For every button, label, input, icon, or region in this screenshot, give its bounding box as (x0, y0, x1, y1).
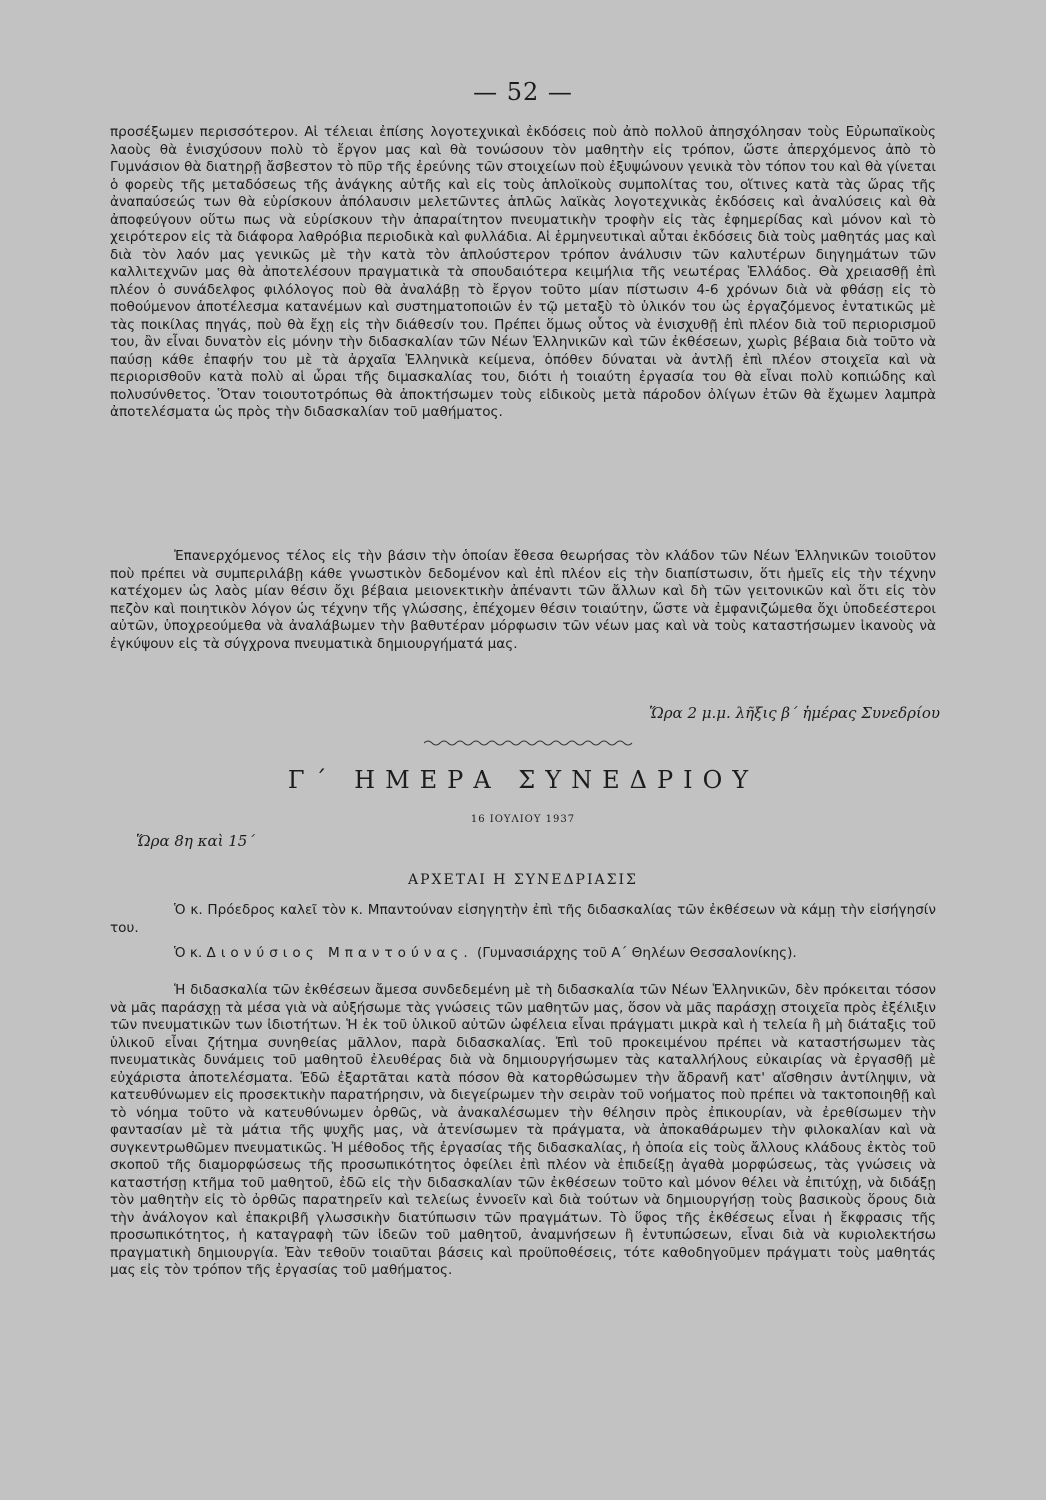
speech-block (110, 982, 936, 1280)
speaker-title: (Γυμνασιάρχης τοῦ Α΄ Θηλέων Θεσσαλονίκης). (477, 945, 797, 961)
paragraph: προσέξωμεν περισσότερον. Αἱ τέλειαι ἐπίσης λογοτεχνικαὶ ἐκδόσεις ποὺ ἀπὸ πολλοῦ ἀπησχόλησαν τοὺς Εὐρωπαϊκοὺς λαοὺς θὰ ἐνισχύσουν πολὺ τὸ ἔργον μας καὶ θὰ τονώσουν τὸν μαθητὴν εἰς τρόπον, ὥστε ἀπερχόμενος ἀπὸ τὸ Γυμνάσιον θὰ διατηρῇ ἄσβεστον τὸ πῦρ τῆς ἐρεύνης τῶν στοιχείων ποὺ ἐξυψώνουν γενικὰ τὸν τόπον του καὶ θὰ γίνεται ὁ φορεὺς τῆς μεταδόσεως τῆς ἀνάγκης αὐτῆς καὶ εἰς τοὺς ἁπλοϊκοὺς συμπολίτας του, οἵτινες κατὰ τὰς ὥρας τῆς ἀναπαύσεώς των θὰ εὑρίσκουν ἀπόλαυσιν μελετῶντες ἁπλῶς λαϊκὰς λογοτεχνικὰς ἐκδόσεις καὶ ἀναλύσεις καὶ θὰ ἀποφεύγουν οὕτω πως νὰ εὑρίσκουν τὴν ἀπαραίτητον πνευματικὴν τροφὴν εἰς τὰς ἐφημερίδας καὶ μόνον καὶ τὸ χειρότερον εἰς τὰ διάφορα λαθρόβια περιοδικὰ καὶ φυλλάδια. Αἱ ἑρμηνευτικαὶ αὗται ἐκδόσεις διὰ τοὺς μαθητάς μας καὶ διὰ τὸν λαόν μας γενικῶς μὲ τὴν κατὰ τὸν ἁπλούστερον τρόπον ἀνάλυσιν τῶν καλυτέρων διηγημάτων τῶν καλλιτεχνῶν μας θὰ ἀποτελέσουν πραγματικὰ τὰ σπουδαιότερα κειμήλια τῆς νεωτέρας Ἑλλάδος. Θὰ χρειασθῇ ἐπὶ πλέον ὁ συνάδελφος φιλόλογος ποὺ θὰ ἀναλάβῃ τὸ ἔργον τοῦτο μίαν πίστωσιν 4-6 χρόνων διὰ νὰ φθάσῃ εἰς τὸ ποθούμενον ἀποτέλεσμα κατανέμων καὶ συστηματοποιῶν ἐν τῷ μεταξὺ τὸ ὑλικόν του ὡς ἐργαζόμενος ἐντατικῶς μὲ τὰς ποικίλας πηγάς, ποὺ θὰ ἔχῃ εἰς τὴν διάθεσίν του. Πρέπει ὅμως οὗτος νὰ ἐνισχυθῇ ἐπὶ πλέον διὰ τοῦ περιορισμοῦ του, ἂν εἶναι δυνατὸν εἰς μόνην τὴν διδασκαλίαν τῶν Νέων Ἑλληνικῶν καὶ τῶν ἐκθέσεων, χωρὶς βέβαια διὰ τοῦτο νὰ παύσῃ κάθε ἐπαφήν του μὲ τὰ ἀρχαῖα Ἑλληνικὰ κείμενα, ὁπόθεν δύναται νὰ ἀντλῇ ἐπὶ πλέον στοιχεῖα καὶ νὰ περιορισθοῦν κατὰ πολὺ αἱ ὧραι τῆς διμασκαλίας του, διότι ἡ τοιαύτη ἐργασία του θὰ εἶναι πολὺ κοπιώδης καὶ πολυσύνθετος. Ὅταν τοιουτοτρόπως θὰ ἀποκτήσωμεν τοὺς εἰδικοὺς μετὰ πάροδον ὀλίγων ἐτῶν θὰ ἔχωμεν λαμπρὰ ἀποτελέσματα ὡς πρὸς τὴν διδασκαλίαν τοῦ μαθήματος. (110, 124, 936, 420)
speaker-prefix: Ὁ κ. (174, 945, 203, 961)
paragraph: Ἐπανερχόμενος τέλος εἰς τὴν βάσιν τὴν ὁποίαν ἔθεσα θεωρήσας τὸν κλάδον τῶν Νέων Ἑλληνικῶν τοιοῦτον ποὺ πρέπει νὰ συμπεριλάβῃ κάθε γνωστικὸν δεδομένον καὶ ἐπὶ πλέον εἰς τὴν διαπίστωσιν, ὅτι ἡμεῖς εἰς τὴν τέχνην κατέχομεν ὡς λαὸς μίαν θέσιν ὄχι βέβαια μειονεκτικὴν ἀπέναντι τῶν ἄλλων καὶ δὴ τῶν γειτονικῶν καὶ ὅτι εἰς τὸν πεζὸν καὶ ποιητικὸν λόγον ὡς τέχνην τῆς γλώσσης, ἐπέχομεν θέσιν τοιαύτην, ὥστε νὰ ἐμφανιζώμεθα ὄχι ὑποδεέστεροι αὐτῶν, ὑποχρεούμεθα νὰ ἀναλάβωμεν τὴν βαθυτέραν μόρφωσιν τῶν νέων μας καὶ νὰ τοὺς καταστήσωμεν ἱκανοὺς νὰ ἐγκύψουν εἰς τὰ σύγχρονα πνευματικὰ δημιουργήματά μας. (110, 548, 936, 652)
start-time: Ὥρα 8η καὶ 15΄ (136, 832, 255, 850)
speaker-line (110, 945, 936, 963)
day-heading: Γ΄ ΗΜΕΡΑ ΣΥΝΕΔΡΙΟΥ (287, 766, 759, 794)
session-date: 16 ΙΟΥΛΙΟΥ 1937 (470, 814, 576, 825)
page-number: — 52 — (473, 78, 573, 106)
president-call-block (110, 902, 936, 937)
paragraph (110, 945, 936, 963)
text-block-continuation (110, 124, 936, 422)
wavy-divider (424, 738, 636, 748)
closing-time-note: Ὥρα 2 μ.μ. λῆξις β΄ ἡμέρας Συνεδρίου (649, 704, 940, 722)
text-block-conclusion (110, 548, 936, 653)
speaker-name: Διονύσιος Μπαντούνας. (206, 945, 473, 961)
paragraph: Ὁ κ. Πρόεδρος καλεῖ τὸν κ. Μπαντούναν εἰσηγητὴν ἐπὶ τῆς διδασκαλίας τῶν ἐκθέσεων νὰ κάμῃ τὴν εἰσήγησίν του. (110, 902, 936, 936)
session-start-heading: ΑΡΧΕΤΑΙ Η ΣΥΝΕΔΡΙΑΣΙΣ (408, 872, 638, 888)
paragraph: Ἡ διδασκαλία τῶν ἐκθέσεων ἄμεσα συνδεδεμένη μὲ τὴ διδασκαλία τῶν Νέων Ἑλληνικῶν, δὲν πρόκειται τόσον νὰ μᾶς παράσχῃ τὰ μέσα γιὰ νὰ αὐξήσωμε τὰς γνώσεις τῶν μαθητῶν μας, ὅσον νὰ μᾶς παράσχῃ στοιχεῖα πρὸς ἐξέλιξιν τῶν πνευματικῶν των ἰδιοτήτων. Ἡ ἐκ τοῦ ὑλικοῦ αὐτῶν ὠφέλεια εἶναι πράγματι μικρὰ καὶ ἡ τελεία ἢ μὴ διάταξις τοῦ ὑλικοῦ εἶναι ζήτημα συνηθείας μᾶλλον, παρὰ διδασκαλίας. Ἐπὶ τοῦ προκειμένου πρέπει νὰ καταστήσωμεν τὰς πνευματικὰς δυνάμεις τοῦ μαθητοῦ ἐλευθέρας διὰ νὰ δημιουργήσωμεν τὰς καταλλήλους εὐκαιρίας νὰ ἐργασθῇ μὲ εὐχάριστα ἀποτελέσματα. Ἐδῶ ἐξαρτᾶται κατὰ πόσον θὰ κατορθώσωμεν τὴν ἄδρανῆ κατ' αἴσθησιν ἀντίληψιν, νὰ κατευθύνωμεν εἰς προσεκτικὴν παρατήρησιν, νὰ διεγείρωμεν τὴν σειρὰν τοῦ νοήματος ποὺ πρέπει νὰ τακτοποιηθῇ καὶ τὸ νόημα τοῦτο νὰ κατευθύνωμεν ὀρθῶς, νὰ ἀνακαλέσωμεν τὴν θέλησιν πρὸς ἐπικουρίαν, νὰ ἐρεθίσωμεν τὴν φαντασίαν μὲ τὰ μάτια τῆς ψυχῆς μας, νὰ ἀτενίσωμεν τὰ πράγματα, νὰ ἀποκαθάρωμεν τὴν φιλοκαλίαν καὶ νὰ συγκεντρωθῶμεν πνευματικῶς. Ἡ μέθοδος τῆς ἐργασίας τῆς διδασκαλίας, ἡ ὁποία εἰς τοὺς ἄλλους κλάδους ἐκτὸς τοῦ σκοποῦ τῆς διαμορφώσεως τῆς προσωπικότητος ὀφείλει ἐπὶ πλέον νὰ ἐπιδείξῃ ἀγαθὰ μορφώσεως, τὰς γνώσεις νὰ καταστήσῃ κτῆμα τοῦ μαθητοῦ, ἐδῶ εἰς τὴν διδασκαλίαν τῶν ἐκθέσεων τοῦτο καὶ μόνον θέλει νὰ ἐπιτύχῃ, νὰ διδάξῃ τὸν μαθητὴν εἰς τὸ ὀρθῶς παρατηρεῖν καὶ τελείως ἐννοεῖν καὶ διὰ τούτων νὰ δημιουργήσῃ τοὺς βασικοὺς ὅρους διὰ τὴν ἀνάλογον καὶ ἐπακριβῆ γλωσσικὴν διατύπωσιν τῶν πραγμάτων. Τὸ ὕφος τῆς ἐκθέσεως εἶναι ἡ ἔκφρασις τῆς προσωπικότητος, ἡ καταγραφὴ τῶν ἰδεῶν τοῦ μαθητοῦ, ἀναμνήσεων ἢ ἐντυπώσεων, εἶναι διὰ νὰ κυριολεκτήσω πραγματικὴ δημιουργία. Ἐὰν τεθοῦν τοιαῦται βάσεις καὶ προϋποθέσεις, τότε καθοδηγοῦμεν πράγματι τοὺς μαθητάς μας εἰς τὸν τρόπον τῆς ἐργασίας τοῦ μαθήματος. (110, 982, 936, 1278)
